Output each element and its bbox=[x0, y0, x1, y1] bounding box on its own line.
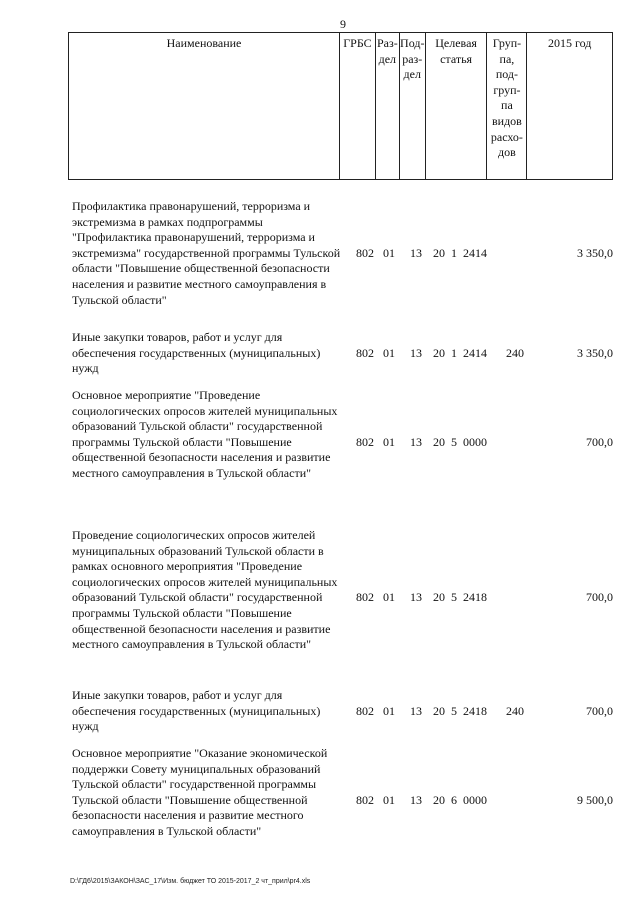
row-razdel: 01 bbox=[383, 793, 395, 807]
row-grbs: 802 bbox=[356, 246, 374, 260]
row-celevaya: 20 1 2414 bbox=[433, 346, 487, 360]
row-name: Основное мероприятие "Оказание экономической поддержки Совету муниципальных образований Тульской области" государственной программы Тульской области "Повышение общественной безопасности населения и развитие местного самоуправления в Тульской области" bbox=[72, 746, 328, 838]
row-celevaya: 20 5 0000 bbox=[433, 435, 487, 449]
header-group-vidov-raskhodov: Груп- па, под- груп- па видов расхо- дов bbox=[487, 33, 527, 179]
row-grbs: 802 bbox=[356, 704, 374, 718]
header-razdel: Раз- дел bbox=[376, 33, 400, 179]
row-razdel: 01 bbox=[383, 704, 395, 718]
row-celevaya: 20 6 0000 bbox=[433, 793, 487, 807]
header-podrazdel: Под- раз- дел bbox=[400, 33, 426, 179]
header-grbs: ГРБС bbox=[340, 33, 376, 179]
row-name: Иные закупки товаров, работ и услуг для обеспечения государственных (муниципальных) нужд bbox=[72, 688, 321, 734]
row-podrazdel: 13 bbox=[410, 435, 422, 449]
row-name: Профилактика правонарушений, терроризма и экстремизма в рамках подпрограммы "Профилактика правонарушений, терроризма и экстремизма" государственной программы Тульской области "Повышение общественной безопасности населения и развитие местного самоуправления в Тульской области" bbox=[72, 199, 341, 307]
row-name: Иные закупки товаров, работ и услуг для обеспечения государственных (муниципальных) нужд bbox=[72, 330, 321, 376]
row-name: Основное мероприятие "Проведение социологических опросов жителей муниципальных образований Тульской области" государственной программы Тульской области "Повышение общественной безопасности населения и развитие местного самоуправления в Тульской области" bbox=[72, 388, 338, 480]
row-year: 3 350,0 bbox=[577, 246, 613, 260]
row-year: 9 500,0 bbox=[577, 793, 613, 807]
row-celevaya: 20 5 2418 bbox=[433, 590, 487, 604]
row-grbs: 802 bbox=[356, 346, 374, 360]
row-razdel: 01 bbox=[383, 246, 395, 260]
row-razdel: 01 bbox=[383, 435, 395, 449]
row-group: 240 bbox=[506, 704, 524, 718]
row-podrazdel: 13 bbox=[410, 704, 422, 718]
header-celevaya-statya: Целевая статья bbox=[426, 33, 488, 179]
row-grbs: 802 bbox=[356, 435, 374, 449]
row-celevaya: 20 1 2414 bbox=[433, 246, 487, 260]
file-path-footer: D:\ГД6\2015\ЗАКОН\ЗАС_17\Изм. бюджет ТО 2015-2017_2 чт_прил\pr4.xls bbox=[70, 878, 311, 885]
row-razdel: 01 bbox=[383, 346, 395, 360]
row-year: 700,0 bbox=[586, 590, 613, 604]
row-celevaya: 20 5 2418 bbox=[433, 704, 487, 718]
row-razdel: 01 bbox=[383, 590, 395, 604]
row-podrazdel: 13 bbox=[410, 590, 422, 604]
header-year-2015: 2015 год bbox=[547, 36, 592, 50]
row-podrazdel: 13 bbox=[410, 246, 422, 260]
row-year: 700,0 bbox=[586, 704, 613, 718]
row-year: 3 350,0 bbox=[577, 346, 613, 360]
row-name: Проведение социологических опросов жителей муниципальных образований Тульской области в рамках основного мероприятия "Проведение социологических опросов жителей муниципальных образований Тульской области" государственной программы Тульской области "Повышение общественной безопасности населения и развитие местного самоуправления в Тульской области" bbox=[72, 528, 338, 652]
row-year: 700,0 bbox=[586, 435, 613, 449]
table-header bbox=[68, 32, 613, 180]
header-name: Наименование bbox=[69, 33, 340, 179]
page-number: 9 bbox=[340, 17, 346, 31]
row-grbs: 802 bbox=[356, 590, 374, 604]
row-grbs: 802 bbox=[356, 793, 374, 807]
row-group: 240 bbox=[506, 346, 524, 360]
row-podrazdel: 13 bbox=[410, 793, 422, 807]
row-podrazdel: 13 bbox=[410, 346, 422, 360]
